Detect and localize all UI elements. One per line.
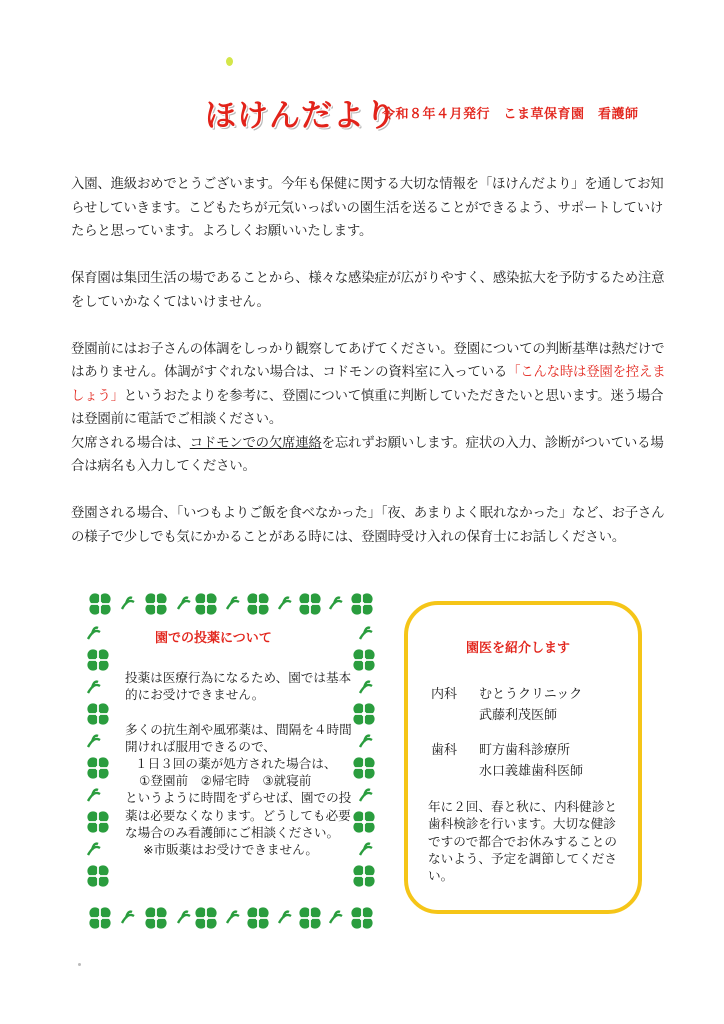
internal-medicine-names — [479, 685, 582, 726]
dental-names — [479, 741, 583, 782]
main-text — [71, 173, 669, 573]
clinic-name: むとうクリニック — [479, 687, 583, 702]
paragraph-infection: 保育園は集団生活の場であることから、様々な感染症が広がりやすく、感染拡大を予防するため注意をしていかなくてはいけません。 — [71, 271, 665, 310]
paragraph-report: 登園される場合、「いつもよりご飯を食べなかった」「夜、あまりよく眠れなかった」など、お子さんの様子で少しでも気にかかることがある時には、登園時受け入れの保育士にお話しください。 — [71, 506, 665, 545]
text-segment: 登園前にはお子さんの体調をしっかり観察してあげてください。登園についての判断基準は熱だけではありません。体調がすぐれない場合は、コドモンの資料室に入っている — [71, 341, 665, 380]
newsletter-reference: 「こんな時は登園を控えましょう」 — [71, 365, 666, 404]
absence-contact-emphasis: コドモンでの欠席連絡 — [189, 435, 322, 451]
clinic-name: 町方歯科診療所 — [479, 743, 571, 758]
clover-right-column — [353, 628, 375, 887]
medication-advice — [125, 721, 355, 859]
otc-note: ※市販薬はお受けできません。 — [143, 842, 319, 858]
issue-info: 令和８年４月発行 こま草保育園 看護師 — [382, 107, 639, 122]
clover-bottom-row — [89, 907, 373, 929]
paragraph-health-check — [71, 338, 669, 432]
clover-left-column — [87, 628, 109, 887]
doctor-name: 水口義雄歯科医師 — [479, 763, 584, 779]
medication-section — [125, 630, 355, 858]
medication-advice-line: １日３回の薬が処方された場合は、 — [135, 756, 337, 772]
dental-entry — [431, 741, 621, 783]
medication-advice-line: 多くの抗生剤や風邪薬は、間隔を４時間開ければ服用できるので、 — [125, 721, 352, 754]
checkup-note: 年に２回、春と秋に、内科健診と歯科検診を行います。大切な健診ですので都合でお休みすることのないよう、予定を調節してください。 — [428, 799, 617, 884]
medication-title: 園での投薬について — [155, 631, 272, 646]
header — [205, 90, 705, 134]
doctor-name: 武藤利茂医師 — [479, 707, 558, 723]
internal-medicine-entry — [431, 685, 621, 727]
text-segment: 欠席される場合は、 — [71, 435, 190, 451]
decorative-dot — [226, 57, 233, 66]
medication-advice-line: というように時間をずらせば、園での投薬は必要なくなります。どうしても必要な場合のみ看護師にご相談ください。 — [125, 790, 352, 840]
paragraph-greeting: 入園、進級おめでとうございます。今年も保健に関する大切な情報を「ほけんだより」を通してお知らせしていきます。こどもたちが元気いっぱいの園生活を送ることができるよう、サポートしていけたらと思っています。よろしくお願いいたします。 — [71, 177, 664, 239]
clover-top-row — [89, 593, 373, 615]
scan-speck — [78, 963, 81, 966]
medication-policy: 投薬は医療行為になるため、園では基本的にお受けできません。 — [125, 670, 352, 703]
page-title: ほけんだより — [205, 98, 397, 134]
internal-medicine-label: 内科 — [431, 687, 458, 702]
school-doctor-title: 園医を紹介します — [466, 641, 571, 656]
text-segment: を忘れずお願いします。症状の入力、診断がついている場合は病名も入力してください。 — [71, 435, 664, 474]
medication-schedule: ①登園前 ②帰宅時 ③就寝前 — [139, 773, 312, 789]
paragraph-absence — [71, 432, 669, 479]
dental-label: 歯科 — [431, 743, 458, 758]
text-segment: というおたよりを参考に、登園について慎重に判断していただきたいと思います。迷う場合は登園前に電話でご相談ください。 — [71, 388, 664, 427]
